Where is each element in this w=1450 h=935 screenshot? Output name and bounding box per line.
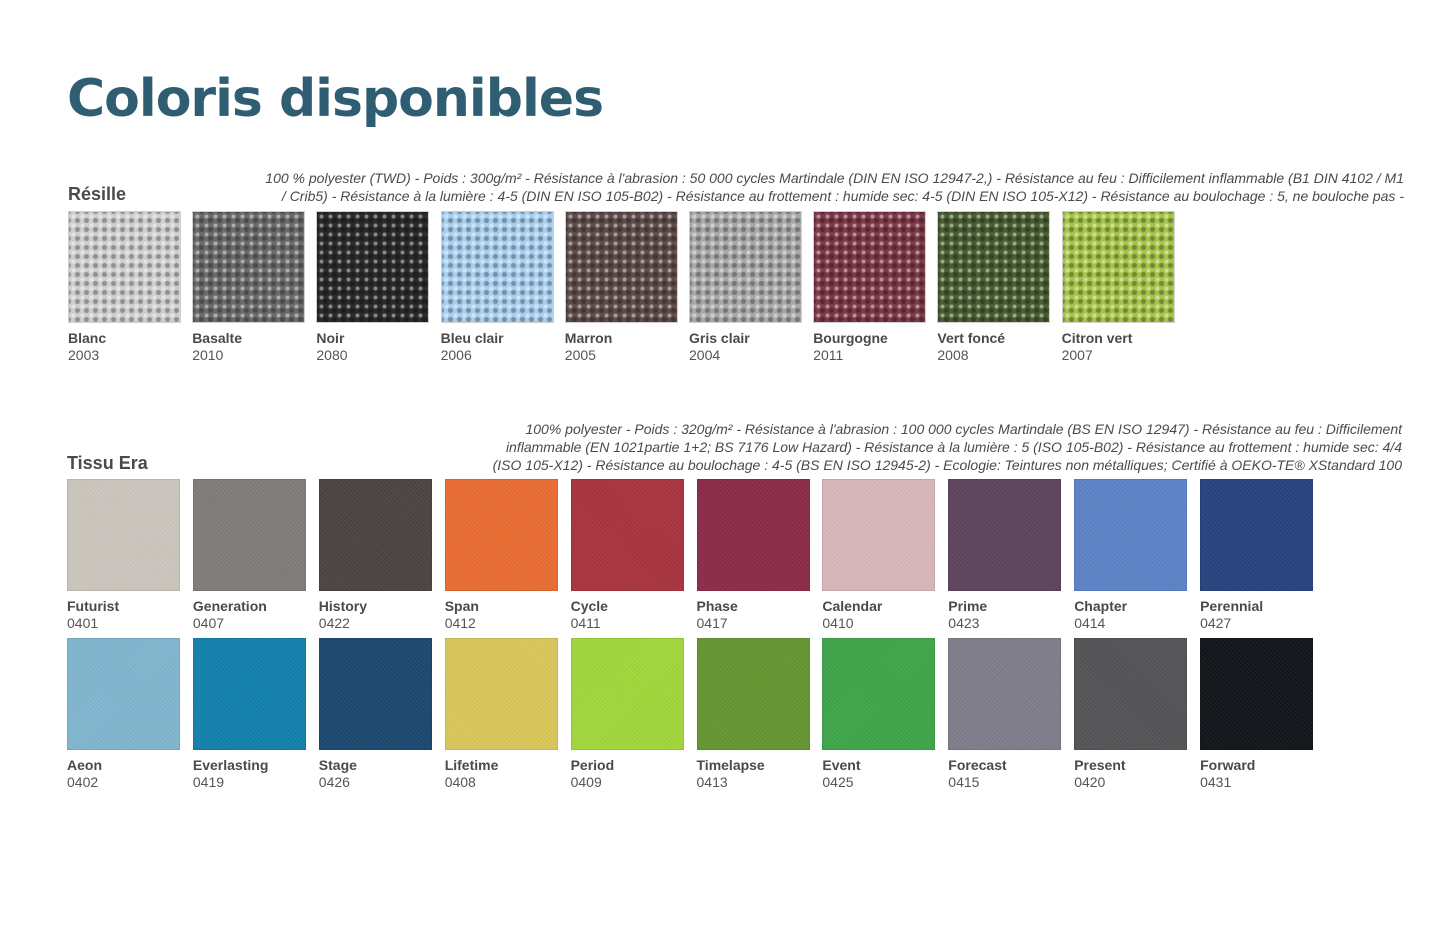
era-spec-text: [493, 420, 1402, 474]
swatch-code: 2003: [68, 347, 100, 363]
swatch-name: Stage: [318, 757, 357, 773]
era-spec-line: 100% polyester - Poids : 320g/m² - Résistance à l'abrasion : 100 000 cycles Martindale (BS EN ISO 12947) - Résistance au feu : Difficilement: [525, 421, 1402, 437]
swatch-item: [193, 479, 306, 632]
swatch-item: [822, 479, 935, 632]
color-swatch: [1200, 479, 1313, 591]
color-swatch: [1200, 638, 1313, 750]
swatch-item: [67, 638, 180, 791]
swatch-name: Forecast: [948, 757, 1007, 773]
swatch-code: 2007: [1061, 347, 1093, 363]
swatch-name: Blanc: [68, 330, 107, 346]
swatch-name: Bourgogne: [813, 330, 888, 346]
swatch-item: [192, 211, 305, 364]
swatch-name: Event: [822, 757, 861, 773]
color-swatch: [193, 479, 306, 591]
swatch-name: Forward: [1200, 757, 1256, 773]
color-swatch: [316, 211, 429, 323]
swatch-name: Cycle: [570, 598, 608, 614]
swatch-code: 0427: [1200, 615, 1232, 631]
swatch-code: 0415: [948, 774, 980, 790]
swatch-name: Everlasting: [192, 757, 269, 773]
swatch-name: Citron vert: [1061, 330, 1133, 346]
swatch-name: Marron: [564, 330, 613, 346]
color-swatch: [67, 638, 180, 750]
swatch-code: 2080: [316, 347, 348, 363]
swatch-item: [193, 638, 306, 791]
color-swatch: [565, 211, 678, 323]
swatch-code: 0402: [67, 774, 99, 790]
swatch-item: [813, 211, 926, 364]
swatch-code: 0426: [318, 774, 350, 790]
color-swatch: [937, 211, 1050, 323]
swatch-item: [948, 479, 1061, 632]
era-spec-line: (ISO 105-X12) - Résistance au boulochage : 4-5 (BS EN ISO 12945-2) - Ecologie: Teintures non métalliques; Certifié à OEKO-TE® XStandard 100: [492, 457, 1402, 473]
swatch-name: Phase: [696, 598, 738, 614]
color-swatch: [697, 638, 810, 750]
swatch-code: 0409: [570, 774, 602, 790]
swatch-item: [68, 211, 181, 364]
resille-spec-text: [265, 169, 1404, 205]
color-swatch: [319, 638, 432, 750]
swatch-code: 0414: [1074, 615, 1106, 631]
color-swatch: [689, 211, 802, 323]
swatch-item: [67, 479, 180, 632]
color-swatch: [445, 479, 558, 591]
swatch-name: Gris clair: [689, 330, 750, 346]
swatch-code: 0408: [444, 774, 476, 790]
color-swatch: [319, 479, 432, 591]
swatch-code: 2006: [440, 347, 472, 363]
swatch-name: Lifetime: [444, 757, 499, 773]
swatch-item: [319, 479, 432, 632]
swatch-code: 0423: [948, 615, 980, 631]
swatch-code: 0419: [192, 774, 225, 790]
swatch-name: Prime: [948, 598, 988, 614]
swatch-code: 0411: [570, 615, 601, 631]
swatch-name: Generation: [192, 598, 267, 614]
page-title: Coloris disponibles: [67, 69, 604, 129]
swatch-name: Noir: [316, 330, 345, 346]
swatch-name: Calendar: [822, 598, 883, 614]
swatch-name: Timelapse: [696, 757, 765, 773]
swatch-item: [571, 479, 684, 632]
swatch-code: 0412: [444, 615, 476, 631]
color-swatch: [192, 211, 305, 323]
swatch-item: [445, 479, 558, 632]
color-swatch: [445, 638, 558, 750]
swatch-name: Chapter: [1074, 598, 1128, 614]
color-swatch: [67, 479, 180, 591]
swatch-code: 0413: [696, 774, 728, 790]
swatch-item: [937, 211, 1050, 364]
swatch-name: Aeon: [67, 757, 102, 773]
swatch-name: Bleu clair: [440, 330, 504, 346]
swatch-code: 0410: [822, 615, 854, 631]
color-swatch: [571, 638, 684, 750]
swatch-code: 2008: [937, 347, 969, 363]
swatch-name: Present: [1074, 757, 1126, 773]
swatch-code: 0407: [192, 615, 225, 631]
swatch-code: 0420: [1074, 774, 1106, 790]
color-swatch: [441, 211, 554, 323]
color-swatch: [1074, 638, 1187, 750]
swatch-name: Span: [444, 598, 479, 614]
swatch-item: [445, 638, 558, 791]
color-swatch: [822, 479, 935, 591]
swatch-code: 2010: [192, 347, 224, 363]
color-swatch: [1074, 479, 1187, 591]
swatch-item: [689, 211, 802, 364]
swatch-item: [319, 638, 432, 791]
swatch-code: 2004: [689, 347, 721, 363]
swatch-name: Period: [570, 757, 615, 773]
swatch-item: [697, 638, 810, 791]
swatch-name: History: [318, 598, 368, 614]
color-swatch: [813, 211, 926, 323]
swatch-name: Perennial: [1200, 598, 1264, 614]
swatch-item: [948, 638, 1061, 791]
swatch-code: 0417: [696, 615, 728, 631]
color-swatch: [68, 211, 181, 323]
swatch-item: [1200, 479, 1313, 632]
swatch-item: [1062, 211, 1175, 364]
swatch-item: [1074, 479, 1187, 632]
color-swatch: [822, 638, 935, 750]
swatch-name: Basalte: [192, 330, 242, 346]
resille-section-label: Résille: [68, 184, 127, 204]
swatch-code: 0425: [822, 774, 854, 790]
color-swatch: [193, 638, 306, 750]
swatch-item: [697, 479, 810, 632]
color-swatch: [697, 479, 810, 591]
swatch-code: 2011: [813, 347, 844, 363]
swatch-name: Futurist: [67, 598, 120, 614]
swatch-code: 0422: [318, 615, 350, 631]
swatch-item: [441, 211, 554, 364]
resille-spec-line: / Crib5) - Résistance à la lumière : 4-5 (DIN EN ISO 105-B02) - Résistance au frottement : humide sec: 4-5 (DIN EN ISO 105-X12) - Résistance au boulochage : 5, ne bouloche pas -: [281, 188, 1404, 204]
swatch-item: [1074, 638, 1187, 791]
swatch-item: [1200, 638, 1313, 791]
era-section-label: Tissu Era: [67, 453, 148, 473]
swatch-code: 0401: [67, 615, 99, 631]
swatch-name: Vert foncé: [937, 330, 1006, 346]
color-swatch: [1062, 211, 1175, 323]
swatch-code: 0431: [1200, 774, 1232, 790]
swatch-item: [571, 638, 684, 791]
color-swatch: [571, 479, 684, 591]
color-swatch: [948, 638, 1061, 750]
swatch-item: [565, 211, 678, 364]
swatch-code: 2005: [564, 347, 596, 363]
color-swatch: [948, 479, 1061, 591]
era-spec-line: inflammable (EN 1021partie 1+2; BS 7176 Low Hazard) - Résistance à la lumière : 5 (ISO 105-B02) - Résistance au frottement : humide sec: 4/4: [505, 439, 1402, 455]
resille-spec-line: 100 % polyester (TWD) - Poids : 300g/m² - Résistance à l'abrasion : 50 000 cycles Martindale (DIN EN ISO 12947-2,) - Résistance au feu : Difficilement inflammable (B1 DIN 4102 / M1: [265, 170, 1404, 186]
swatch-item: [316, 211, 429, 364]
swatch-item: [822, 638, 935, 791]
